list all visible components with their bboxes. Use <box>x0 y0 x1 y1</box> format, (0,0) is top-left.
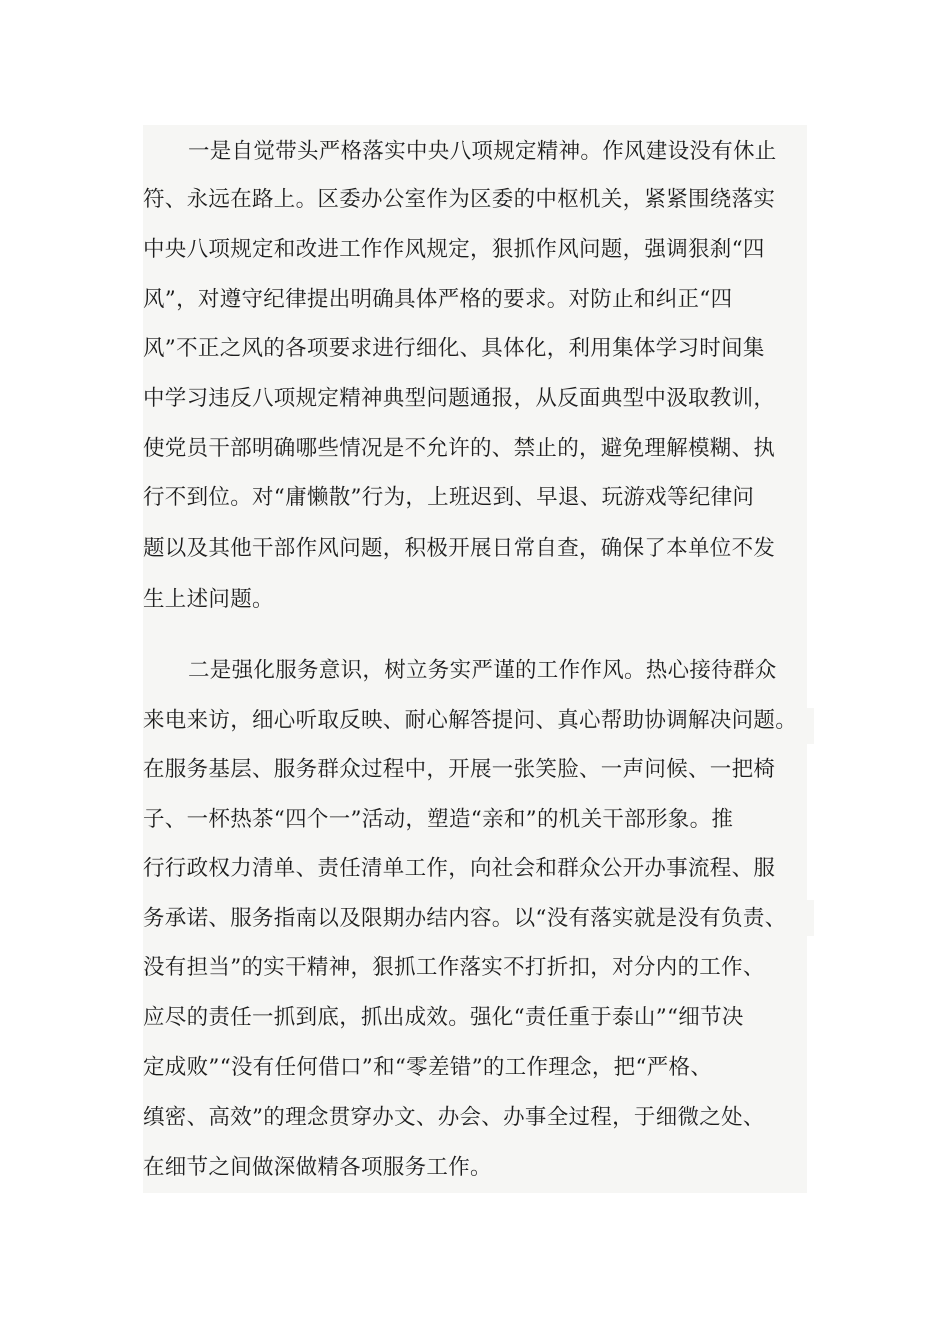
paragraph-line: 子、一杯热茶“四个一”活动，塑造“亲和”的机关干部形象。推 <box>143 807 734 832</box>
paragraph-line: 来电来访，细心听取反映、耐心解答提问、真心帮助协调解决问题。 <box>143 708 798 733</box>
paragraph-line: 二是强化服务意识，树立务实严谨的工作作风。热心接待群众 <box>188 658 777 683</box>
paragraph-line: 风”，对遵守纪律提出明确具体严格的要求。对防止和纠正“四 <box>143 287 733 312</box>
paragraph-line: 行不到位。对“庸懒散”行为，上班迟到、早退、玩游戏等纪律问 <box>143 485 755 510</box>
paragraph-line: 生上述问题。 <box>143 587 274 612</box>
paragraph-line: 定成败”“没有任何借口”和“零差错”的工作理念，把“严格、 <box>143 1055 713 1080</box>
highlight-overhang <box>800 900 814 936</box>
paragraph-line: 在服务基层、服务群众过程中，开展一张笑脸、一声问候、一把椅 <box>143 757 776 782</box>
paragraph-line: 题以及其他干部作风问题，积极开展日常自查，确保了本单位不发 <box>143 536 776 561</box>
paragraph-line: 行行政权力清单、责任清单工作，向社会和群众公开办事流程、服 <box>143 856 776 881</box>
paragraph-line: 中央八项规定和改进工作作风规定，狠抓作风问题，强调狠刹“四 <box>143 237 765 262</box>
paragraph-line: 务承诺、服务指南以及限期办结内容。以“没有落实就是没有负责、 <box>143 906 787 931</box>
paragraph-line: 缜密、高效”的理念贯穿办文、办会、办事全过程，于细微之处、 <box>143 1105 765 1130</box>
paragraph-line: 中学习违反八项规定精神典型问题通报，从反面典型中汲取教训， <box>143 386 776 411</box>
paragraph-line: 在细节之间做深做精各项服务工作。 <box>143 1155 492 1180</box>
highlight-overhang <box>800 708 814 744</box>
paragraph-line: 没有担当”的实干精神，狠抓工作落实不打折扣，对分内的工作、 <box>143 955 765 980</box>
paragraph-line: 风”不正之风的各项要求进行细化、具体化，利用集体学习时间集 <box>143 336 765 361</box>
paragraph-line: 使党员干部明确哪些情况是不允许的、禁止的，避免理解模糊、执 <box>143 436 776 461</box>
paragraph-line: 一是自觉带头严格落实中央八项规定精神。作风建设没有休止 <box>188 139 777 164</box>
paragraph-line: 应尽的责任一抓到底，抓出成效。强化“责任重于泰山”“细节决 <box>143 1005 744 1030</box>
paragraph-line: 符、永远在路上。区委办公室作为区委的中枢机关，紧紧围绕落实 <box>143 187 776 212</box>
